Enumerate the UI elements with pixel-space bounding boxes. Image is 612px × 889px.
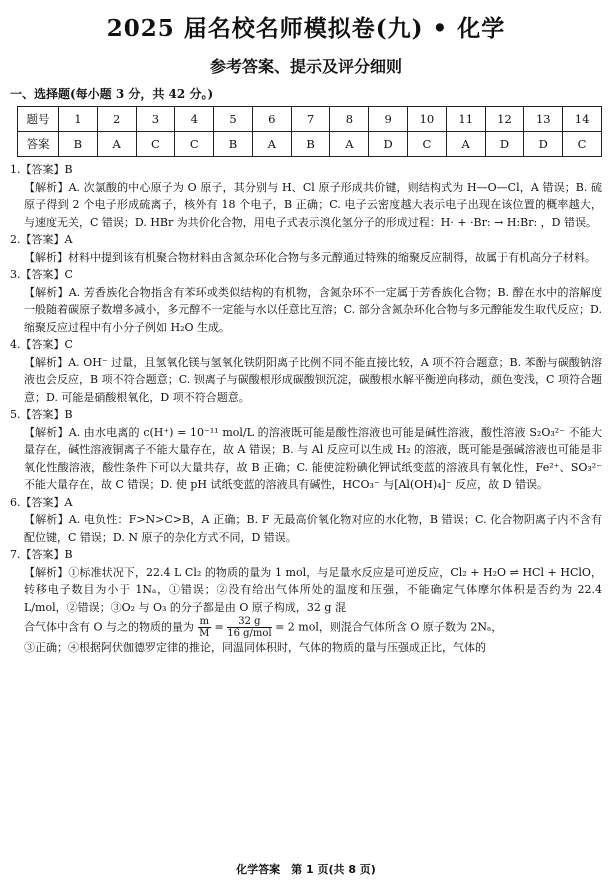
table-cell: C xyxy=(408,132,447,157)
table-cell: 3 xyxy=(136,107,175,132)
table-cell: 6 xyxy=(252,107,291,132)
equals-sign: = xyxy=(214,620,224,634)
table-cell: 10 xyxy=(408,107,447,132)
table-row-label: 题号 xyxy=(18,107,59,132)
table-cell: 14 xyxy=(563,107,602,132)
table-cell: A xyxy=(252,132,291,157)
analysis-text: 【解析】A. 芳香族化合物指含有苯环或类似结构的有机物，含氮杂环不一定属于芳香族化合物；B. 醇在水中的溶解度一般随着碳原子数增多减小，多元醇不一定能与水以任意比互溶；C. 部分含氮杂环化合物与多元醇能发生取代反应；D. 缩聚反应过程中有小分子例如 H₂O 生成。 xyxy=(24,285,602,334)
analysis-text: 【解析】A. 次氯酸的中心原子为 O 原子，其分别与 H、Cl 原子形成共价键，则结构式为 H—O—Cl，A 错误；B. 硫原子得到 2 个电子形成硫离子，核外有 18 个电子，B 正确；C. 电子云密度越大表示电子出现在该位置的概率越大，与速度无关，C 错误；D. HBr 为共价化合物，用电子式表示溴化氢分子的形成过程：H· + ·Br: → H:Br: ，D 错误。 xyxy=(24,180,602,229)
answer-explanations xyxy=(10,161,602,657)
answer-table xyxy=(17,106,602,157)
fraction-mass-over-molar-mass xyxy=(227,616,271,639)
fraction-numerator: 32 g xyxy=(227,616,271,628)
fraction-denominator: M xyxy=(199,628,210,639)
table-cell: 1 xyxy=(59,107,98,132)
table-cell: B xyxy=(214,132,253,157)
answer-line: 6.【答案】A xyxy=(10,495,73,509)
answer-line: 5.【答案】B xyxy=(10,408,73,421)
table-cell: 9 xyxy=(369,107,408,132)
table-cell: B xyxy=(59,132,98,157)
table-cell: 12 xyxy=(485,107,524,132)
answer-line: 3.【答案】C xyxy=(10,268,73,281)
table-cell: D xyxy=(524,132,563,157)
page-subtitle: 参考答案、提示及评分细则 xyxy=(209,57,402,76)
analysis-text: 【解析】A. 电负性：F>N>C>B，A 正确；B. F 无最高价氧化物对应的水化物，B 错误；C. 化合物阴离子内不含有配位键，C 错误；D. N 原子的杂化方式不同，D 错误。 xyxy=(24,513,602,544)
table-cell: C xyxy=(136,132,175,157)
answer-line: 4.【答案】C xyxy=(10,338,73,351)
table-cell: A xyxy=(97,132,136,157)
analysis-text: 【解析】材料中提到该有机聚合物材料由含氮杂环化合物与多元醇通过特殊的缩聚反应制得，故属于有机高分子材料。 xyxy=(24,250,596,264)
question-block xyxy=(10,336,602,406)
formula-text: = 2 mol，则混合气体所含 O 原子数为 2Nₐ， xyxy=(275,620,503,634)
table-cell: B xyxy=(291,132,330,157)
page-title: 2025 届名校名师模拟卷(九) • 化学 xyxy=(106,15,506,42)
table-row-numbers xyxy=(18,107,602,132)
analysis-text: 【解析】①标准状况下，22.4 L Cl₂ 的物质的量为 1 mol，与足量水反应是可逆反应，Cl₂ + H₂O ⇌ HCl + HClO，转移电子数目为小于 1Nₐ，①错误；②没有给出气体所处的温度和压强，不能确定气体摩尔体积是否约为 22.4 L/mol，②错误；③O₂ 与 O₃ 的分子都是由 O 原子构成，32 g 混 xyxy=(24,565,602,614)
section-heading: 一、选择题(每小题 3 分，共 42 分。) xyxy=(10,87,214,101)
table-cell: A xyxy=(446,132,485,157)
table-cell: D xyxy=(369,132,408,157)
table-cell: 13 xyxy=(524,107,563,132)
table-cell: 2 xyxy=(97,107,136,132)
table-cell: 4 xyxy=(175,107,214,132)
question-block xyxy=(10,406,602,494)
table-cell: D xyxy=(485,132,524,157)
question-block xyxy=(10,546,602,657)
analysis-formula-line xyxy=(10,616,602,639)
fraction-denominator: 16 g/mol xyxy=(227,628,272,639)
question-block xyxy=(10,494,602,547)
page-footer: 化学答案 第 1 页(共 8 页) xyxy=(236,863,376,876)
question-block xyxy=(10,231,602,266)
question-block xyxy=(10,161,602,231)
formula-text: 合气体中含有 O 与之的物质的量为 xyxy=(24,620,195,634)
fraction-m-over-M xyxy=(198,616,211,639)
table-cell: 11 xyxy=(446,107,485,132)
answer-line: 2.【答案】A xyxy=(10,233,73,246)
answer-line: 7.【答案】B xyxy=(10,548,73,561)
table-row-label: 答案 xyxy=(18,132,59,157)
analysis-text: 【解析】A. 由水电离的 c(H⁺) = 10⁻¹¹ mol/L 的溶液既可能是酸性溶液也可能是碱性溶液，酸性溶液 S₂O₃²⁻ 不能大量存在，碱性溶液铜离子不能大量存在，故 A 错误；B. 与 Al 反应可以生成 H₂ 的溶液，既可能是强碱溶液也可能是非氧化性酸溶液，酸性条件下可以大量共存，故 B 正确；C. 能使淀粉碘化钾试纸变蓝的溶液具有氧化性，Fe²⁺、SO₃²⁻ 不能大量存在，故 C 错误；D. 使 pH 试纸变蓝的溶液具有碱性，HCO₃⁻ 与[Al(OH)₄]⁻ 反应，故 D 错误。 xyxy=(24,425,602,491)
analysis-text: 【解析】A. OH⁻ 过量，且氢氧化镁与氢氧化铁阴阳离子比例不同不能直接比较，A 项不符合题意；B. 苯酚与碳酸钠溶液也会反应，B 项不符合题意；C. 钡离子与碳酸根形成碳酸钡沉淀，碳酸根水解平衡逆向移动，颜色变浅，C 项符合题意；D. 可能是硝酸根氧化，D 项不符合题意。 xyxy=(24,355,602,404)
table-cell: 7 xyxy=(291,107,330,132)
table-cell: A xyxy=(330,132,369,157)
table-cell: C xyxy=(563,132,602,157)
table-cell: 5 xyxy=(214,107,253,132)
table-cell: C xyxy=(175,132,214,157)
analysis-text: ③正确；④根据阿伏伽德罗定律的推论，同温同体积时，气体的物质的量与压强成正比，气体的 xyxy=(24,641,486,654)
question-block xyxy=(10,266,602,336)
table-row-answers xyxy=(18,132,602,157)
answer-line: 1.【答案】B xyxy=(10,163,73,176)
table-cell: 8 xyxy=(330,107,369,132)
fraction-numerator: m xyxy=(199,616,209,627)
